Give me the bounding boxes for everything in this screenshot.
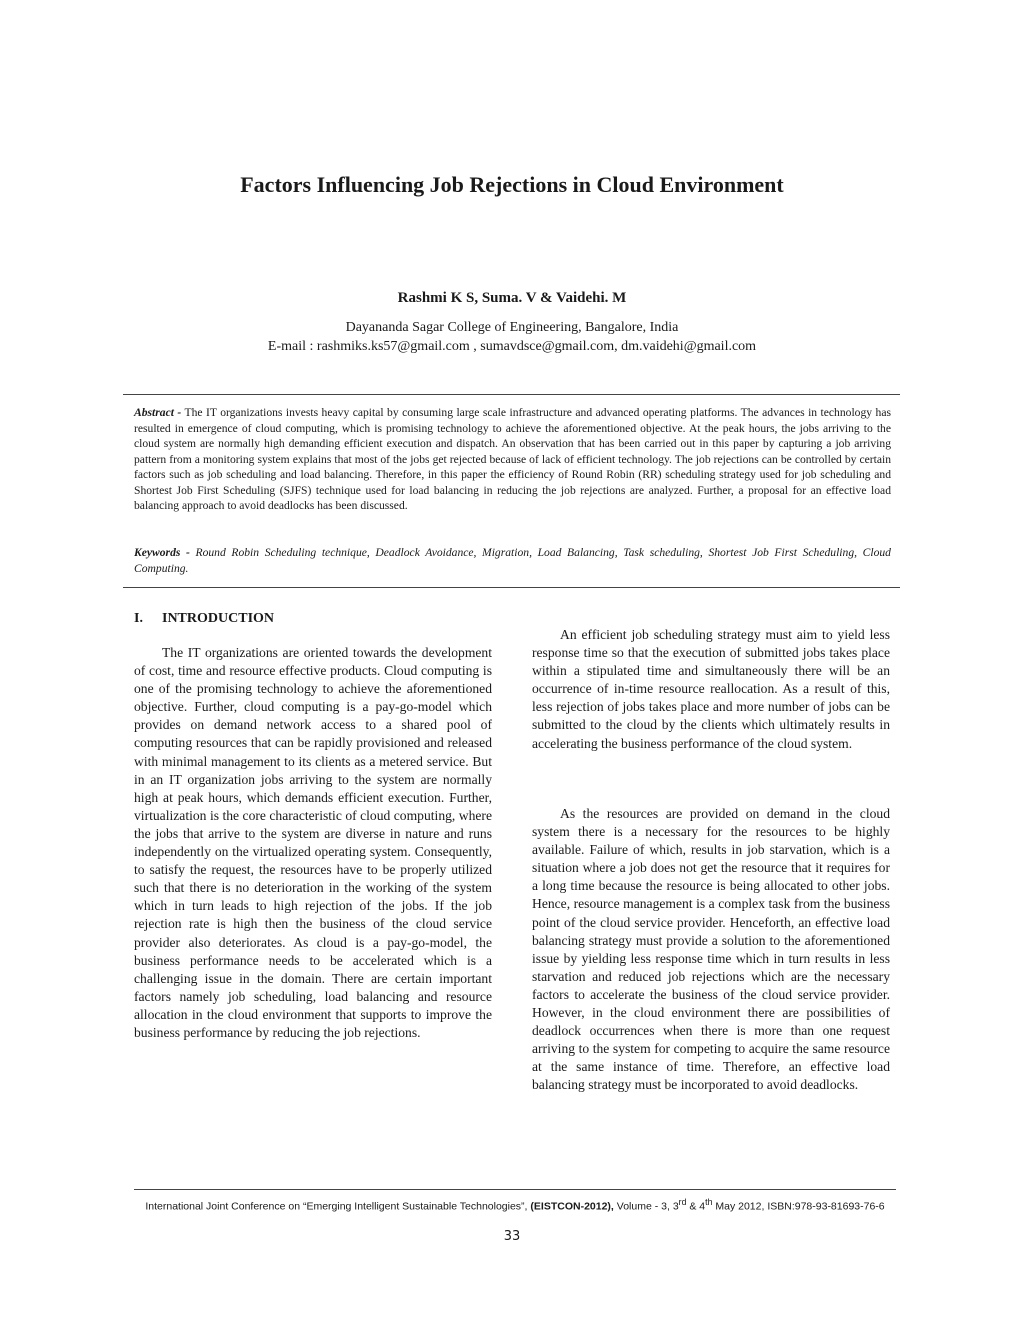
intro-paragraph-3: As the resources are provided on demand in the cloud system there is a necessary for the resources to be highly available. Failure of which, results in job starvation, which is a situation where a job does not get the resource that it requires for a long time because the resource is being allocated to other jobs. Hence, resource management is a complex task from the business point of the cloud service provider. Henceforth, an effective load balancing strategy must provide a solution to the aforementioned issue by yielding less response time which in turn results in less starvation and reduced job rejections which are the necessary factors to accelerate the business of the cloud service provider. However, in the cloud environment there are possibilities of deadlock occurrences when there is more than one request arriving to the system for competing to acquire the same resource at the same instance of time. Therefore, an effective load balancing strategy must be incorporated to avoid deadlocks. (532, 806, 890, 1093)
section-title: INTRODUCTION (162, 611, 275, 626)
section-number: I. (134, 611, 143, 626)
abstract-top-rule (123, 394, 900, 395)
footer-sup1: rd (678, 1197, 687, 1207)
footer-conference: (EISTCON-2012), (530, 1200, 614, 1213)
footer-amp: & (689, 1200, 697, 1213)
footer-volume: Volume - 3, (616, 1200, 670, 1213)
footer-rule (134, 1189, 896, 1190)
keywords (134, 545, 891, 576)
intro-paragraph-2: An efficient job scheduling strategy must aim to yield less response time so that the execution of submitted jobs takes place within a stipulated time and simultaneously there will be an occurrence of in-time resource reallocation. As a result of this, less rejection of jobs takes place and more number of jobs can be submitted to the cloud by the clients which ultimately results in accelerating the business performance of the cloud system. (532, 627, 890, 751)
intro-paragraph-1: The IT organizations are oriented towards the development of cost, time and resource effective products. Cloud computing is one of the promising technology to achieve the aforementioned objective. Further, cloud computing is a pay-go-model which provides on demand network access to a shared pool of computing resources that can be rapidly provisioned and released with minimal management to its clients as a metered service. But in an IT organization jobs arriving to the system are normally high at peak hours, which demands efficient execution. Further, virtualization is the core characteristic of cloud computing, where the jobs that arrive to the system are diverse in nature and runs independently on the virtualized operating system. Consequently, to satisfy the request, the resources have to be properly utilized such that there is no deterioration in the working of the system which in turn leads to high rejection of the jobs. If the job rejection rate is high then the business of the cloud service provider also deteriorates. As cloud is a pay-go-model, the business performance needs to be accelerated which is a challenging issue in the domain. There are certain important factors namely job scheduling, load balancing and resource allocation in the cloud environment that supports to improve the business performance by reducing the job rejections. (134, 645, 492, 1040)
affiliation: Dayananda Sagar College of Engineering, Bangalore, India (345, 320, 679, 335)
abstract-label: Abstract - (134, 406, 182, 419)
author-emails: E-mail : rashmiks.ks57@gmail.com , sumavdsce@gmail.com, dm.vaidehi@gmail.com (267, 339, 757, 354)
abstract (134, 405, 891, 514)
footer-suffix: May 2012, ISBN:978-93-81693-76-6 (715, 1200, 885, 1213)
footer-prefix: International Joint Conference on “Emerging Intelligent Sustainable Technologies”, (145, 1200, 528, 1213)
footer-citation (134, 1197, 896, 1213)
footer-day1: 3 (672, 1200, 679, 1213)
keywords-label: Keywords - (134, 546, 190, 559)
section-heading-introduction (134, 611, 274, 627)
keywords-text: Round Robin Scheduling technique, Deadlock Avoidance, Migration, Load Balancing, Task scheduling, Shortest Job First Scheduling, Cloud Computing. (134, 546, 891, 575)
author-list: Rashmi K S, Suma. V & Vaidehi. M (397, 290, 627, 306)
abstract-text: The IT organizations invests heavy capital by consuming large scale infrastructure and advanced operating platforms. The advances in technology has resulted in emergence of cloud computing, which is promising technology to achieve the aforementioned objective. At the peak hours, the jobs arriving to the cloud system are normally high demanding efficient execution and dispatch. An observation that has been carried out in this paper by capturing a job arriving pattern from a monitoring system explains that most of the jobs get rejected because of lack of efficient technology. The job rejections can be controlled by certain factors such as job scheduling and load balancing. Therefore, in this paper the efficiency of Round Robin (RR) scheduling strategy used for job scheduling and Shortest Job First Scheduling (SJFS) technique used for load balancing in reducing the job rejections are analyzed. Further, a proposal for an effective load balancing approach to avoid deadlocks has been discussed. (134, 406, 891, 512)
paper-title: Factors Influencing Job Rejections in Cloud Environment (240, 172, 784, 197)
footer-day2: 4 (699, 1200, 706, 1213)
abstract-bottom-rule (123, 587, 900, 588)
page-number: 33 (503, 1229, 521, 1244)
footer-sup2: th (705, 1197, 713, 1207)
